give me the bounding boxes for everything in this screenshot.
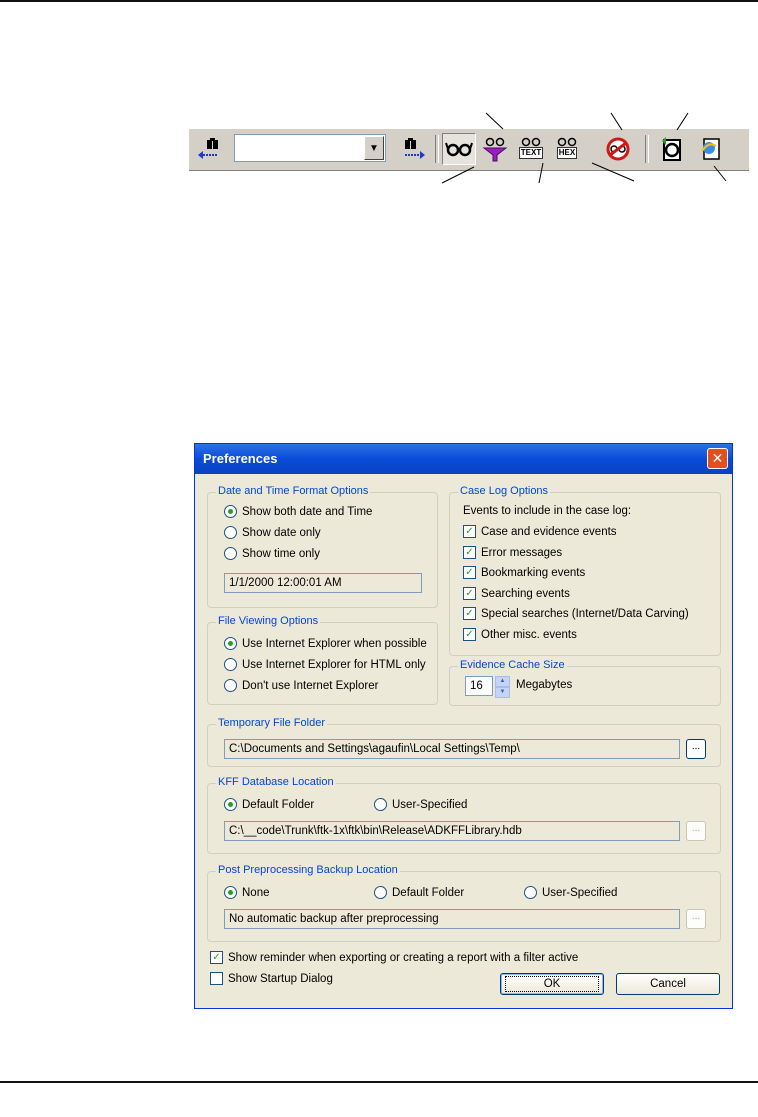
kff-option-label: User-Specified	[392, 798, 468, 811]
temp-folder-group	[207, 717, 721, 767]
no-view-button[interactable]	[601, 133, 635, 165]
radio-selected-icon	[224, 505, 237, 518]
preferences-dialog	[194, 443, 733, 1009]
case-log-event-other[interactable]	[463, 628, 577, 641]
radio-icon	[224, 526, 237, 539]
case-log-intro: Events to include in the case log:	[463, 505, 632, 517]
backup-location-group-label: Post Preprocessing Backup Location	[218, 864, 398, 876]
date-time-option-label: Show time only	[242, 547, 320, 560]
backup-option-user[interactable]	[524, 886, 617, 899]
reminder-checkbox[interactable]	[210, 951, 578, 964]
checkbox-checked-icon: ✓	[463, 587, 476, 600]
case-log-event-errors[interactable]	[463, 546, 562, 559]
date-time-group-label: Date and Time Format Options	[218, 485, 369, 497]
case-log-event-label: Special searches (Internet/Data Carving)	[481, 607, 689, 620]
backup-option-label: Default Folder	[392, 886, 465, 899]
file-viewing-option-no-ie[interactable]	[224, 679, 378, 692]
ok-button[interactable]	[500, 973, 604, 995]
reminder-label: Show reminder when exporting or creating a report with a filter active	[228, 951, 579, 964]
case-log-event-searching[interactable]	[463, 587, 570, 600]
kff-browse-button[interactable]: ...	[686, 821, 706, 841]
cache-size-unit: Megabytes	[516, 679, 573, 691]
case-log-event-label: Error messages	[481, 546, 563, 559]
bottom-rule	[0, 1081, 758, 1083]
chevron-down-icon: ▼	[369, 142, 379, 154]
natural-view-icon	[445, 137, 473, 161]
backup-option-none[interactable]	[224, 886, 270, 899]
checkbox-icon	[210, 972, 223, 985]
kff-option-user[interactable]	[374, 798, 467, 811]
file-viewing-option-ie-possible[interactable]	[224, 637, 427, 650]
no-view-icon	[605, 136, 631, 162]
text-view-icon	[518, 137, 544, 147]
file-viewing-option-label: Use Internet Explorer for HTML only	[242, 658, 426, 671]
case-log-group-label: Case Log Options	[460, 485, 549, 497]
temp-folder-browse-button[interactable]: ...	[686, 739, 706, 759]
checkbox-checked-icon: ✓	[210, 951, 223, 964]
radio-icon	[374, 886, 387, 899]
checkbox-checked-icon: ✓	[463, 607, 476, 620]
date-time-group	[207, 485, 438, 608]
screenshot-icon	[658, 135, 686, 163]
file-viewing-group-label: File Viewing Options	[218, 615, 319, 627]
file-viewing-option-label: Don't use Internet Explorer	[242, 679, 379, 692]
text-view-button[interactable]	[514, 133, 548, 165]
radio-selected-icon	[224, 798, 237, 811]
combo-dropdown-button[interactable]	[364, 136, 384, 160]
startup-dialog-checkbox[interactable]	[210, 972, 333, 985]
date-time-option-label: Show date only	[242, 526, 321, 539]
hex-icon-label: HEX	[558, 148, 576, 157]
evidence-cache-group-label: Evidence Cache Size	[460, 659, 565, 671]
natural-view-button[interactable]	[442, 133, 476, 165]
kff-option-label: Default Folder	[242, 798, 315, 811]
radio-icon	[524, 886, 537, 899]
find-next-icon	[399, 135, 427, 163]
radio-icon	[224, 658, 237, 671]
close-icon: ✕	[711, 450, 724, 466]
cancel-button[interactable]: Cancel	[616, 973, 720, 995]
radio-icon	[224, 679, 237, 692]
export-ie-button[interactable]	[693, 133, 727, 165]
case-log-event-bookmarking[interactable]	[463, 566, 585, 579]
find-next-button[interactable]	[396, 133, 430, 165]
dialog-title: Preferences	[203, 451, 278, 466]
temp-folder-group-label: Temporary File Folder	[218, 717, 325, 729]
screenshot-button[interactable]	[655, 133, 689, 165]
checkbox-checked-icon: ✓	[463, 628, 476, 641]
kff-location-group	[207, 776, 721, 854]
file-viewing-option-label: Use Internet Explorer when possible	[242, 637, 427, 650]
radio-icon	[374, 798, 387, 811]
backup-location-group	[207, 864, 721, 942]
kff-option-default[interactable]	[224, 798, 314, 811]
spin-up-icon[interactable]: ▲	[495, 676, 510, 687]
filtered-view-button[interactable]	[478, 133, 512, 165]
date-time-option-time[interactable]	[224, 547, 320, 560]
search-combo[interactable]	[234, 134, 386, 162]
date-time-option-both[interactable]	[224, 505, 372, 518]
temp-folder-path: C:\Documents and Settings\agaufin\Local Settings\Temp\	[224, 739, 680, 759]
case-log-event-case[interactable]	[463, 525, 617, 538]
case-log-event-label: Searching events	[481, 587, 570, 600]
backup-path: No automatic backup after preprocessing	[224, 909, 680, 929]
kff-path: C:\__code\Trunk\ftk-1x\ftk\bin\Release\ADKFFLibrary.hdb	[224, 821, 680, 841]
file-viewing-option-ie-html[interactable]	[224, 658, 426, 671]
spin-down-icon[interactable]: ▼	[495, 687, 510, 698]
backup-browse-button[interactable]: ...	[686, 909, 706, 929]
hex-view-icon	[554, 137, 580, 147]
checkbox-checked-icon: ✓	[463, 566, 476, 579]
text-icon-label: TEXT	[520, 148, 542, 157]
cache-size-input[interactable]: 16	[465, 676, 493, 696]
checkbox-checked-icon: ✓	[463, 525, 476, 538]
file-viewing-group	[207, 615, 438, 705]
viewer-toolbar	[189, 128, 749, 171]
search-combo-value	[235, 140, 243, 148]
hex-view-button[interactable]	[550, 133, 584, 165]
checkbox-checked-icon: ✓	[463, 546, 476, 559]
kff-location-group-label: KFF Database Location	[218, 776, 334, 788]
find-previous-icon	[196, 135, 224, 163]
date-time-option-label: Show both date and Time	[242, 505, 373, 518]
filtered-view-icon	[481, 135, 509, 163]
case-log-group	[449, 485, 721, 656]
toolbar-separator	[645, 135, 649, 163]
radio-selected-icon	[224, 886, 237, 899]
backup-option-default[interactable]	[374, 886, 464, 899]
toolbar-separator	[435, 135, 439, 163]
case-log-event-label: Bookmarking events	[481, 566, 586, 579]
date-time-preview: 1/1/2000 12:00:01 AM	[224, 573, 422, 593]
date-time-option-date[interactable]	[224, 526, 321, 539]
export-ie-icon	[696, 135, 724, 163]
find-previous-button[interactable]	[193, 133, 227, 165]
backup-option-label: None	[242, 886, 270, 899]
ok-label: OK	[505, 976, 600, 992]
backup-option-label: User-Specified	[542, 886, 618, 899]
close-button[interactable]	[707, 448, 728, 469]
case-log-event-special[interactable]	[463, 607, 689, 620]
case-log-event-label: Case and evidence events	[481, 525, 617, 538]
dialog-titlebar[interactable]	[195, 444, 732, 474]
radio-selected-icon	[224, 637, 237, 650]
case-log-event-label: Other misc. events	[481, 628, 577, 641]
startup-dialog-label: Show Startup Dialog	[228, 972, 333, 985]
cache-size-spinner[interactable]	[495, 676, 510, 696]
top-rule	[0, 0, 758, 2]
radio-icon	[224, 547, 237, 560]
